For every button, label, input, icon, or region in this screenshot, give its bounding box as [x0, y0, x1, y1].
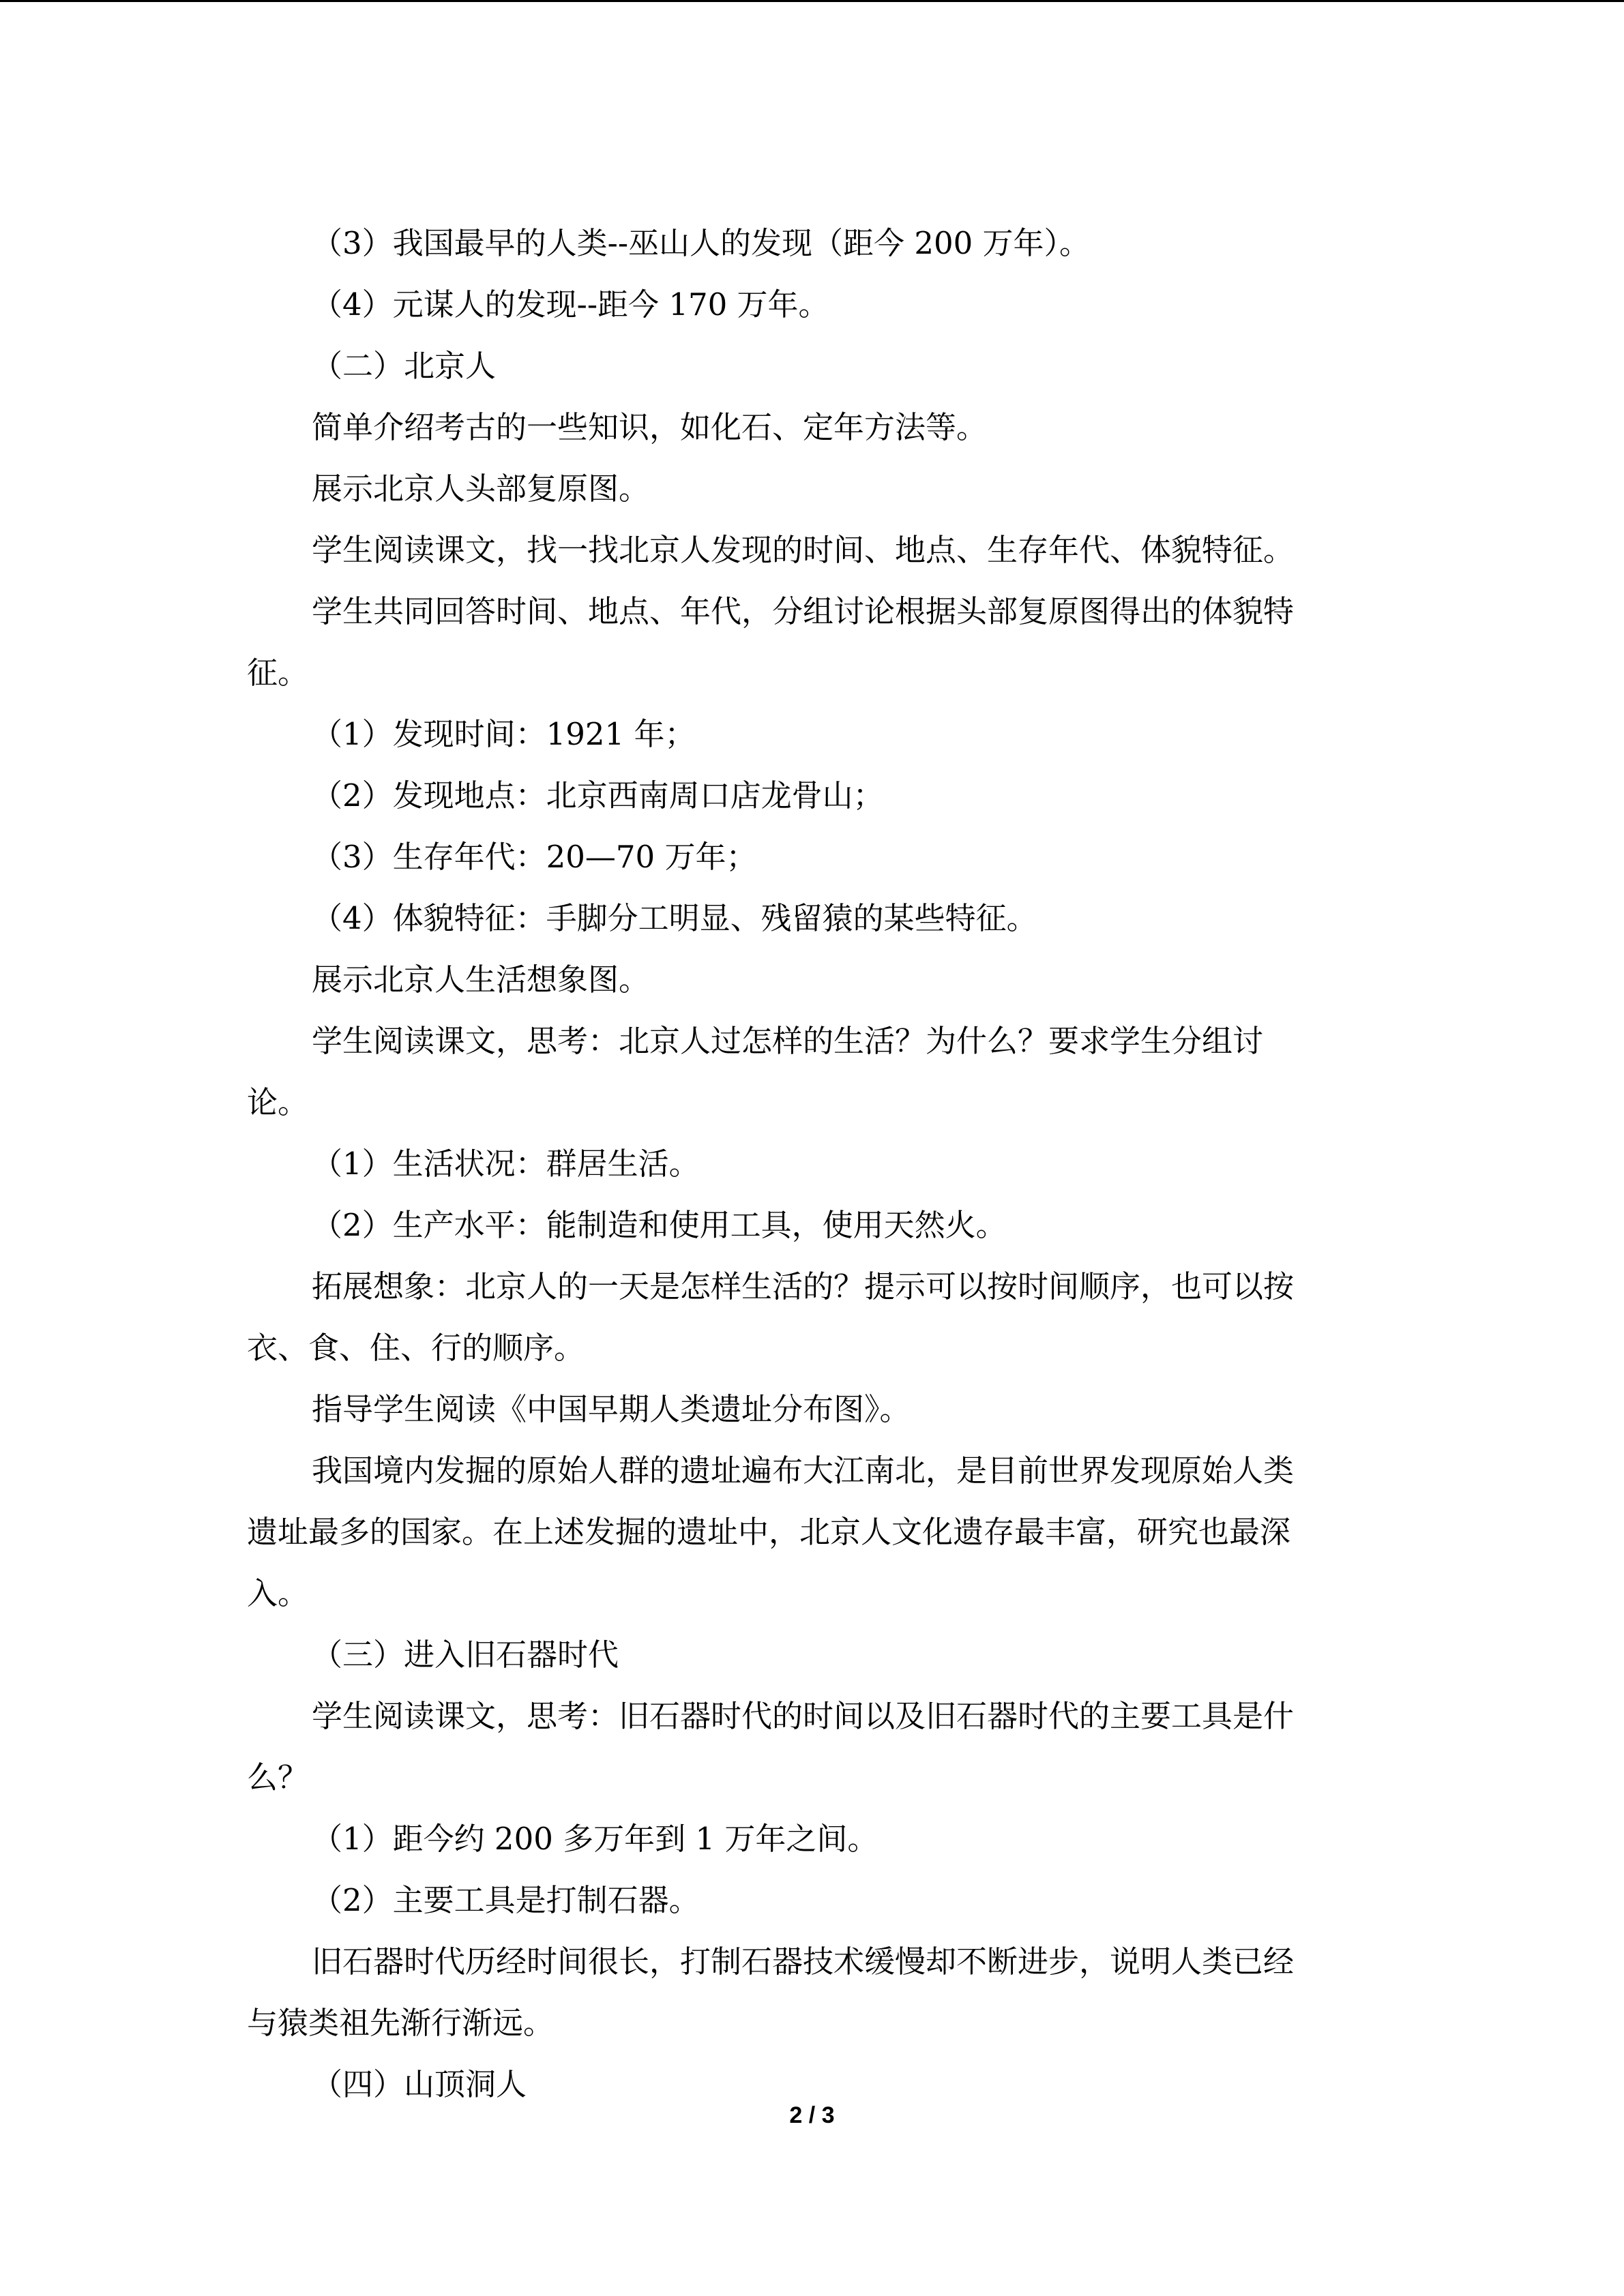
text-line: 旧石器时代历经时间很长，打制石器技术缓慢却不断进步，说明人类已经 [312, 1943, 1295, 1980]
text-line: （二）北京人 [312, 348, 497, 384]
text-line: （4）体貌特征：手脚分工明显、残留猿的某些特征。 [312, 900, 1037, 936]
text-line: 学生阅读课文，思考：旧石器时代的时间以及旧石器时代的主要工具是什 [312, 1698, 1295, 1734]
text-line: 简单介绍考古的一些知识，如化石、定年方法等。 [312, 409, 988, 445]
text-line: 指导学生阅读《中国早期人类遗址分布图》。 [312, 1391, 911, 1427]
top-border-line [0, 0, 1624, 2]
text-line: 入。 [247, 1575, 309, 1611]
text-line: （3）我国最早的人类--巫山人的发现（距今 200 万年）。 [312, 225, 1091, 261]
text-line: 拓展想象：北京人的一天是怎样生活的？提示可以按时间顺序，也可以按 [312, 1268, 1295, 1304]
text-line: （2）发现地点：北京西南周口店龙骨山； [312, 777, 884, 814]
text-line: （四）山顶洞人 [312, 2066, 527, 2102]
text-line: （1）生活状况：群居生活。 [312, 1146, 700, 1182]
text-line: 学生共同回答时间、地点、年代，分组讨论根据头部复原图得出的体貌特 [312, 593, 1295, 629]
text-line: 遗址最多的国家。在上述发掘的遗址中，北京人文化遗存最丰富，研究也最深 [247, 1514, 1291, 1550]
text-line: 么？ [247, 1759, 309, 1795]
text-line: 学生阅读课文，思考：北京人过怎样的生活？为什么？要求学生分组讨 [312, 1023, 1264, 1059]
text-line: 展示北京人头部复原图。 [312, 471, 650, 507]
text-line: 衣、食、住、行的顺序。 [247, 1330, 585, 1366]
text-line: （2）生产水平：能制造和使用工具，使用天然火。 [312, 1207, 1007, 1243]
page-number: 2 / 3 [789, 2102, 835, 2128]
text-line: （三）进入旧石器时代 [312, 1637, 619, 1673]
text-line: 学生阅读课文，找一找北京人发现的时间、地点、生存年代、体貌特征。 [312, 532, 1295, 568]
text-line: 我国境内发掘的原始人群的遗址遍布大江南北，是目前世界发现原始人类 [312, 1452, 1295, 1489]
text-line: 与猿类祖先渐行渐远。 [247, 2005, 555, 2041]
text-line: （2）主要工具是打制石器。 [312, 1882, 700, 1918]
text-line: 展示北京人生活想象图。 [312, 961, 650, 998]
text-line: 论。 [247, 1084, 309, 1120]
text-line: （4）元谋人的发现--距今 170 万年。 [312, 286, 829, 323]
text-line: （1）距今约 200 多万年到 1 万年之间。 [312, 1821, 879, 1857]
text-line: （1）发现时间：1921 年； [312, 716, 696, 752]
text-line: 征。 [247, 655, 309, 691]
body-text [247, 213, 1365, 2115]
text-line: （3）生存年代：20—70 万年； [312, 839, 757, 875]
